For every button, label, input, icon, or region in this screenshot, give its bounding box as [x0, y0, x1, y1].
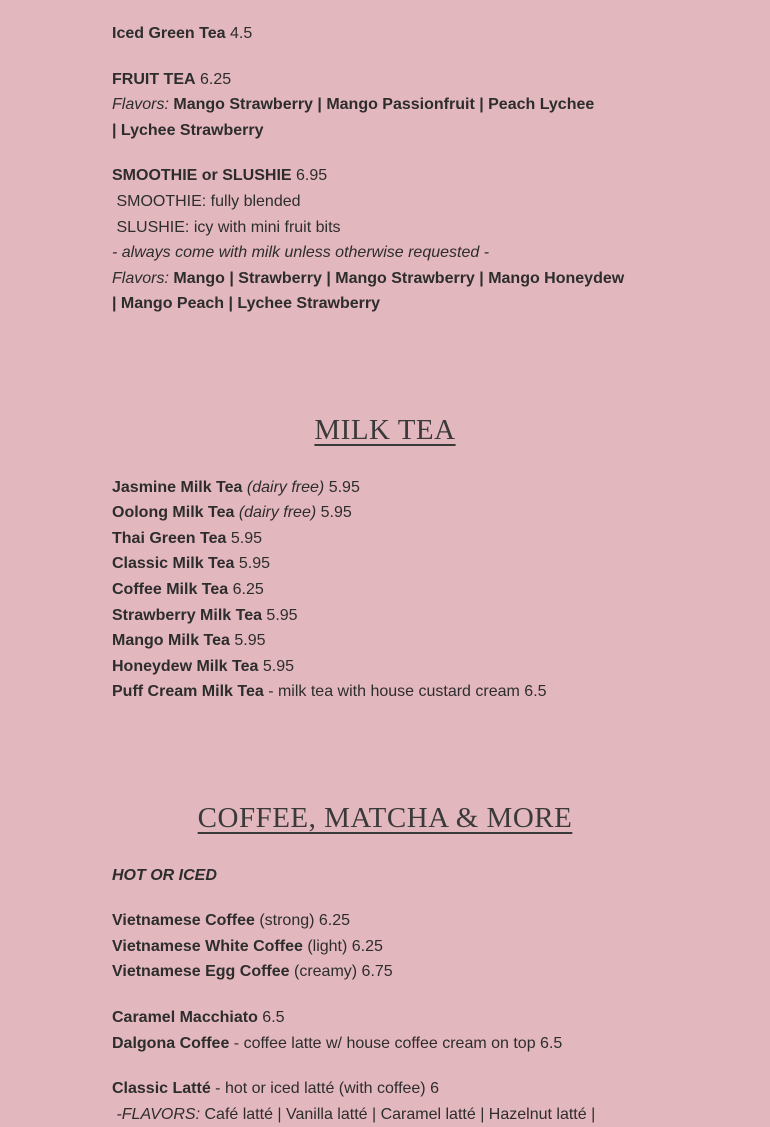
menu-item-vietnamese-egg-coffee	[112, 959, 658, 985]
menu-item-vietnamese-coffee	[112, 908, 658, 934]
text-segment: 5.95	[261, 606, 298, 624]
text-segment: Thai Green Tea	[112, 529, 227, 547]
smoothie-description	[112, 189, 658, 215]
text-segment: Flavors:	[112, 269, 169, 287]
section-heading-milk-tea	[112, 412, 658, 450]
menu-content	[112, 0, 658, 1127]
text-segment: (dairy free)	[238, 504, 317, 522]
text-segment: (dairy free)	[246, 478, 325, 496]
text-segment: SMOOTHIE: fully blended	[112, 192, 301, 210]
fruit-tea-flavors-line-1	[112, 92, 658, 118]
text-segment: Strawberry Milk Tea	[112, 606, 262, 624]
text-segment: Vietnamese Coffee	[112, 912, 255, 930]
menu-paragraph	[112, 67, 658, 144]
menu-item-oolong-milk-tea	[112, 500, 658, 526]
menu-item-puff-cream-milk-tea	[112, 679, 658, 705]
text-segment: 6.25	[228, 581, 264, 599]
text-segment: (light) 6.25	[302, 937, 383, 955]
menu-item-jasmine-milk-tea	[112, 475, 658, 501]
menu-item-thai-green-tea	[112, 526, 658, 552]
section-heading-coffee-matcha-more	[112, 800, 658, 838]
text-segment: Iced Green Tea	[112, 25, 226, 42]
text-segment: 5.95	[324, 478, 360, 496]
text-segment: 5.95	[229, 632, 266, 650]
text-segment: 5.95	[316, 504, 352, 522]
smoothie-flavors-line-1	[112, 266, 658, 292]
text-segment: 6.5	[257, 1009, 285, 1027]
text-segment: Mango Strawberry | Mango Passionfruit | Peach Lychee	[173, 96, 595, 114]
menu-item-coffee-milk-tea	[112, 577, 658, 603]
text-segment: SLUSHIE: icy with mini fruit bits	[112, 218, 341, 236]
menu-item-classic-latte	[112, 1076, 658, 1102]
menu-paragraph	[112, 21, 658, 47]
text-segment: - always come with milk unless otherwise requested -	[112, 244, 490, 262]
menu-paragraph	[112, 475, 658, 705]
section-heading-text: MILK TEA	[314, 413, 456, 446]
text-segment: Dalgona Coffee	[112, 1034, 230, 1052]
text-segment: Mango Milk Tea	[112, 632, 230, 650]
menu-item-vietnamese-white-coffee	[112, 934, 658, 960]
text-segment: Honeydew Milk Tea	[112, 657, 259, 675]
text-segment: 5.95	[234, 555, 271, 573]
menu-paragraph	[112, 863, 658, 889]
menu-item-caramel-macchiato	[112, 1005, 658, 1031]
menu-item-strawberry-milk-tea	[112, 603, 658, 629]
menu-item-fruit-tea	[112, 67, 658, 93]
text-segment: Vietnamese White Coffee	[112, 937, 303, 955]
text-segment: Caramel Macchiato	[112, 1009, 258, 1027]
text-segment: Vietnamese Egg Coffee	[112, 963, 290, 981]
text-segment: 6.25	[195, 70, 232, 88]
smoothie-flavors-line-2	[112, 291, 658, 317]
text-segment: HOT OR ICED	[112, 866, 217, 884]
text-segment: 5.95	[226, 529, 262, 547]
text-segment: Puff Cream Milk Tea	[112, 683, 264, 701]
text-segment: -FLAVORS:	[112, 1105, 205, 1123]
text-segment: 5.95	[258, 657, 294, 675]
text-segment: Oolong Milk Tea	[112, 504, 235, 522]
text-segment: Flavors:	[112, 96, 169, 114]
menu-item-dalgona-coffee	[112, 1031, 658, 1057]
menu-item-iced-green-tea	[112, 21, 658, 47]
menu-item-honeydew-milk-tea	[112, 654, 658, 680]
text-segment: - milk tea with house custard cream 6.5	[263, 683, 547, 701]
latte-flavors-line	[112, 1102, 658, 1127]
text-segment: - coffee latte w/ house coffee cream on top 6.5	[229, 1034, 563, 1052]
menu-paragraph	[112, 1076, 658, 1127]
text-segment: Classic Milk Tea	[112, 555, 235, 573]
menu-paragraph	[112, 908, 658, 985]
text-segment: 4.5	[225, 25, 253, 42]
text-segment: Mango | Strawberry | Mango Strawberry | Mango Honeydew	[173, 269, 625, 287]
slushie-description	[112, 215, 658, 241]
text-segment: Jasmine Milk Tea	[112, 478, 243, 496]
text-segment: - hot or iced latté (with coffee) 6	[210, 1080, 439, 1098]
text-segment: (creamy) 6.75	[289, 963, 393, 981]
menu-paragraph	[112, 1005, 658, 1056]
text-segment: 6.95	[291, 167, 328, 185]
text-segment: (strong) 6.25	[254, 912, 351, 930]
text-segment: SMOOTHIE or SLUSHIE	[112, 167, 292, 185]
text-segment: Coffee Milk Tea	[112, 581, 229, 599]
menu-item-smoothie-or-slushie	[112, 163, 658, 189]
text-segment: Café latté | Vanilla latté | Caramel latté | Hazelnut latté |	[204, 1105, 596, 1123]
milk-note	[112, 240, 658, 266]
text-segment: Classic Latté	[112, 1080, 211, 1098]
hot-or-iced-label	[112, 863, 658, 889]
menu-item-mango-milk-tea	[112, 628, 658, 654]
section-heading-text: COFFEE, MATCHA & MORE	[197, 801, 573, 834]
text-segment: | Mango Peach | Lychee Strawberry	[112, 295, 381, 313]
fruit-tea-flavors-line-2	[112, 118, 658, 144]
text-segment: | Lychee Strawberry	[112, 121, 264, 139]
menu-item-classic-milk-tea	[112, 551, 658, 577]
menu-paragraph	[112, 163, 658, 317]
text-segment: FRUIT TEA	[112, 70, 196, 88]
